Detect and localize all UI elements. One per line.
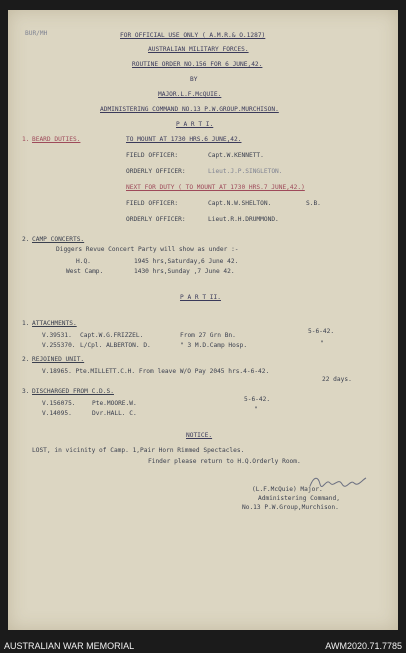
field-officer-value-1: Capt.W.KENNETT. [208,152,264,159]
footer-bar [0,633,406,653]
duties-mount-next: NEXT FOR DUTY ( TO MOUNT AT 1730 HRS.7 JUNE,42.) [126,184,305,191]
part-one-heading: P A R T I. [176,121,214,128]
field-officer-label-1: FIELD OFFICER: [126,152,179,159]
attachments-number: 1. [22,320,30,327]
attachment-date-1: 5-6-42. [308,328,335,335]
part-two-heading: P A R T II. [180,294,221,301]
force-heading: AUSTRALIAN MILITARY FORCES. [148,46,249,53]
notice-line-1: LOST, in vicinity of Camp. 1,Pair Horn Rimmed Spectacles. [32,447,245,454]
orderly-officer-label-2: ORDERLY OFFICER: [126,216,186,223]
signature-name: (L.F.McQuie) Major. [252,486,323,493]
attachment-detail-2: " 3 M.D.Camp Hosp. [180,342,248,349]
concerts-heading: CAMP CONCERTS. [32,236,85,243]
classification-heading: FOR OFFICIAL USE ONLY ( A.M.R.& O.1287) [120,32,266,39]
notice-line-2: Finder please return to H.Q.Orderly Room. [148,458,301,465]
rejoined-days: 22 days. [322,376,352,383]
field-officer-value-2: Capt.N.W.SHELTON. [208,200,272,207]
orderly-officer-value-2: Lieut.R.H.DRUMMOND. [208,216,279,223]
concerts-intro: Diggers Revue Concert Party will show as under :- [56,246,239,253]
rejoined-number: 2. [22,356,30,363]
attachment-number-1: V.39531. [42,332,72,339]
rejoined-line: V.18965. Pte.MILLETT.C.H. From leave W/O Pay 2045 hrs.4-6-42. [42,368,270,375]
duties-heading: BEARD DUTIES. [32,136,81,143]
attachment-detail-1: From 27 Grn Bn. [180,332,236,339]
attachment-name-2: L/Cpl. ALBERTON. D. [80,342,151,349]
discharged-number-2: V.14095. [42,410,72,417]
attachment-name-1: Capt.W.G.FRIZZEL. [80,332,144,339]
signature-title: Administering Command, [258,495,340,502]
discharged-date-1: 5-6-42. [244,396,271,403]
order-title: ROUTINE ORDER NO.156 FOR 6 JUNE,42. [132,61,263,68]
discharged-heading: DISCHARGED FROM C.D.S. [32,388,114,395]
duties-number: 1. [22,136,30,143]
concerts-number: 2. [22,236,30,243]
concert-time-west: 1430 hrs,Sunday ,7 June 42. [134,268,235,275]
orderly-officer-value-1: Lieut.J.P.SINGLETON. [208,168,283,175]
concert-time-hq: 1945 hrs,Saturday,6 June 42. [134,258,239,265]
field-officer-extra-2: S.B. [306,200,321,207]
duties-mount-first: TO MOUNT AT 1730 HRS.6 JUNE,42. [126,136,242,143]
rejoined-heading: REJOINED UNIT. [32,356,85,363]
officer-name: MAJOR.L.F.McQUIE. [158,91,222,98]
discharged-name-1: Pte.MOORE.W. [92,400,137,407]
document-sheet [8,10,398,630]
discharged-number-1: V.156075. [42,400,76,407]
footer-institution: AUSTRALIAN WAR MEMORIAL [4,641,135,651]
by-label: BY [190,76,198,83]
discharged-number: 3. [22,388,30,395]
attachments-heading: ATTACHMENTS. [32,320,77,327]
attachment-number-2: V.255370. [42,342,76,349]
notice-heading: NOTICE. [186,432,213,439]
field-officer-label-2: FIELD OFFICER: [126,200,179,207]
orderly-officer-label-1: ORDERLY OFFICER: [126,168,186,175]
document-reference: BUR/MH [25,30,48,37]
concert-place-hq: H.Q. [76,258,91,265]
concert-place-west: West Camp. [66,268,104,275]
footer-catalogue-id: AWM2020.71.7785 [325,641,402,651]
command-heading: ADMINISTERING COMMAND NO.13 P.W.GROUP.MURCHISON. [100,106,279,113]
discharged-date-2: " [254,406,258,413]
discharged-name-2: Dvr.HALL. C. [92,410,137,417]
signature-unit: No.13 P.W.Group,Murchison. [242,504,339,511]
attachment-date-2: " [320,340,324,347]
